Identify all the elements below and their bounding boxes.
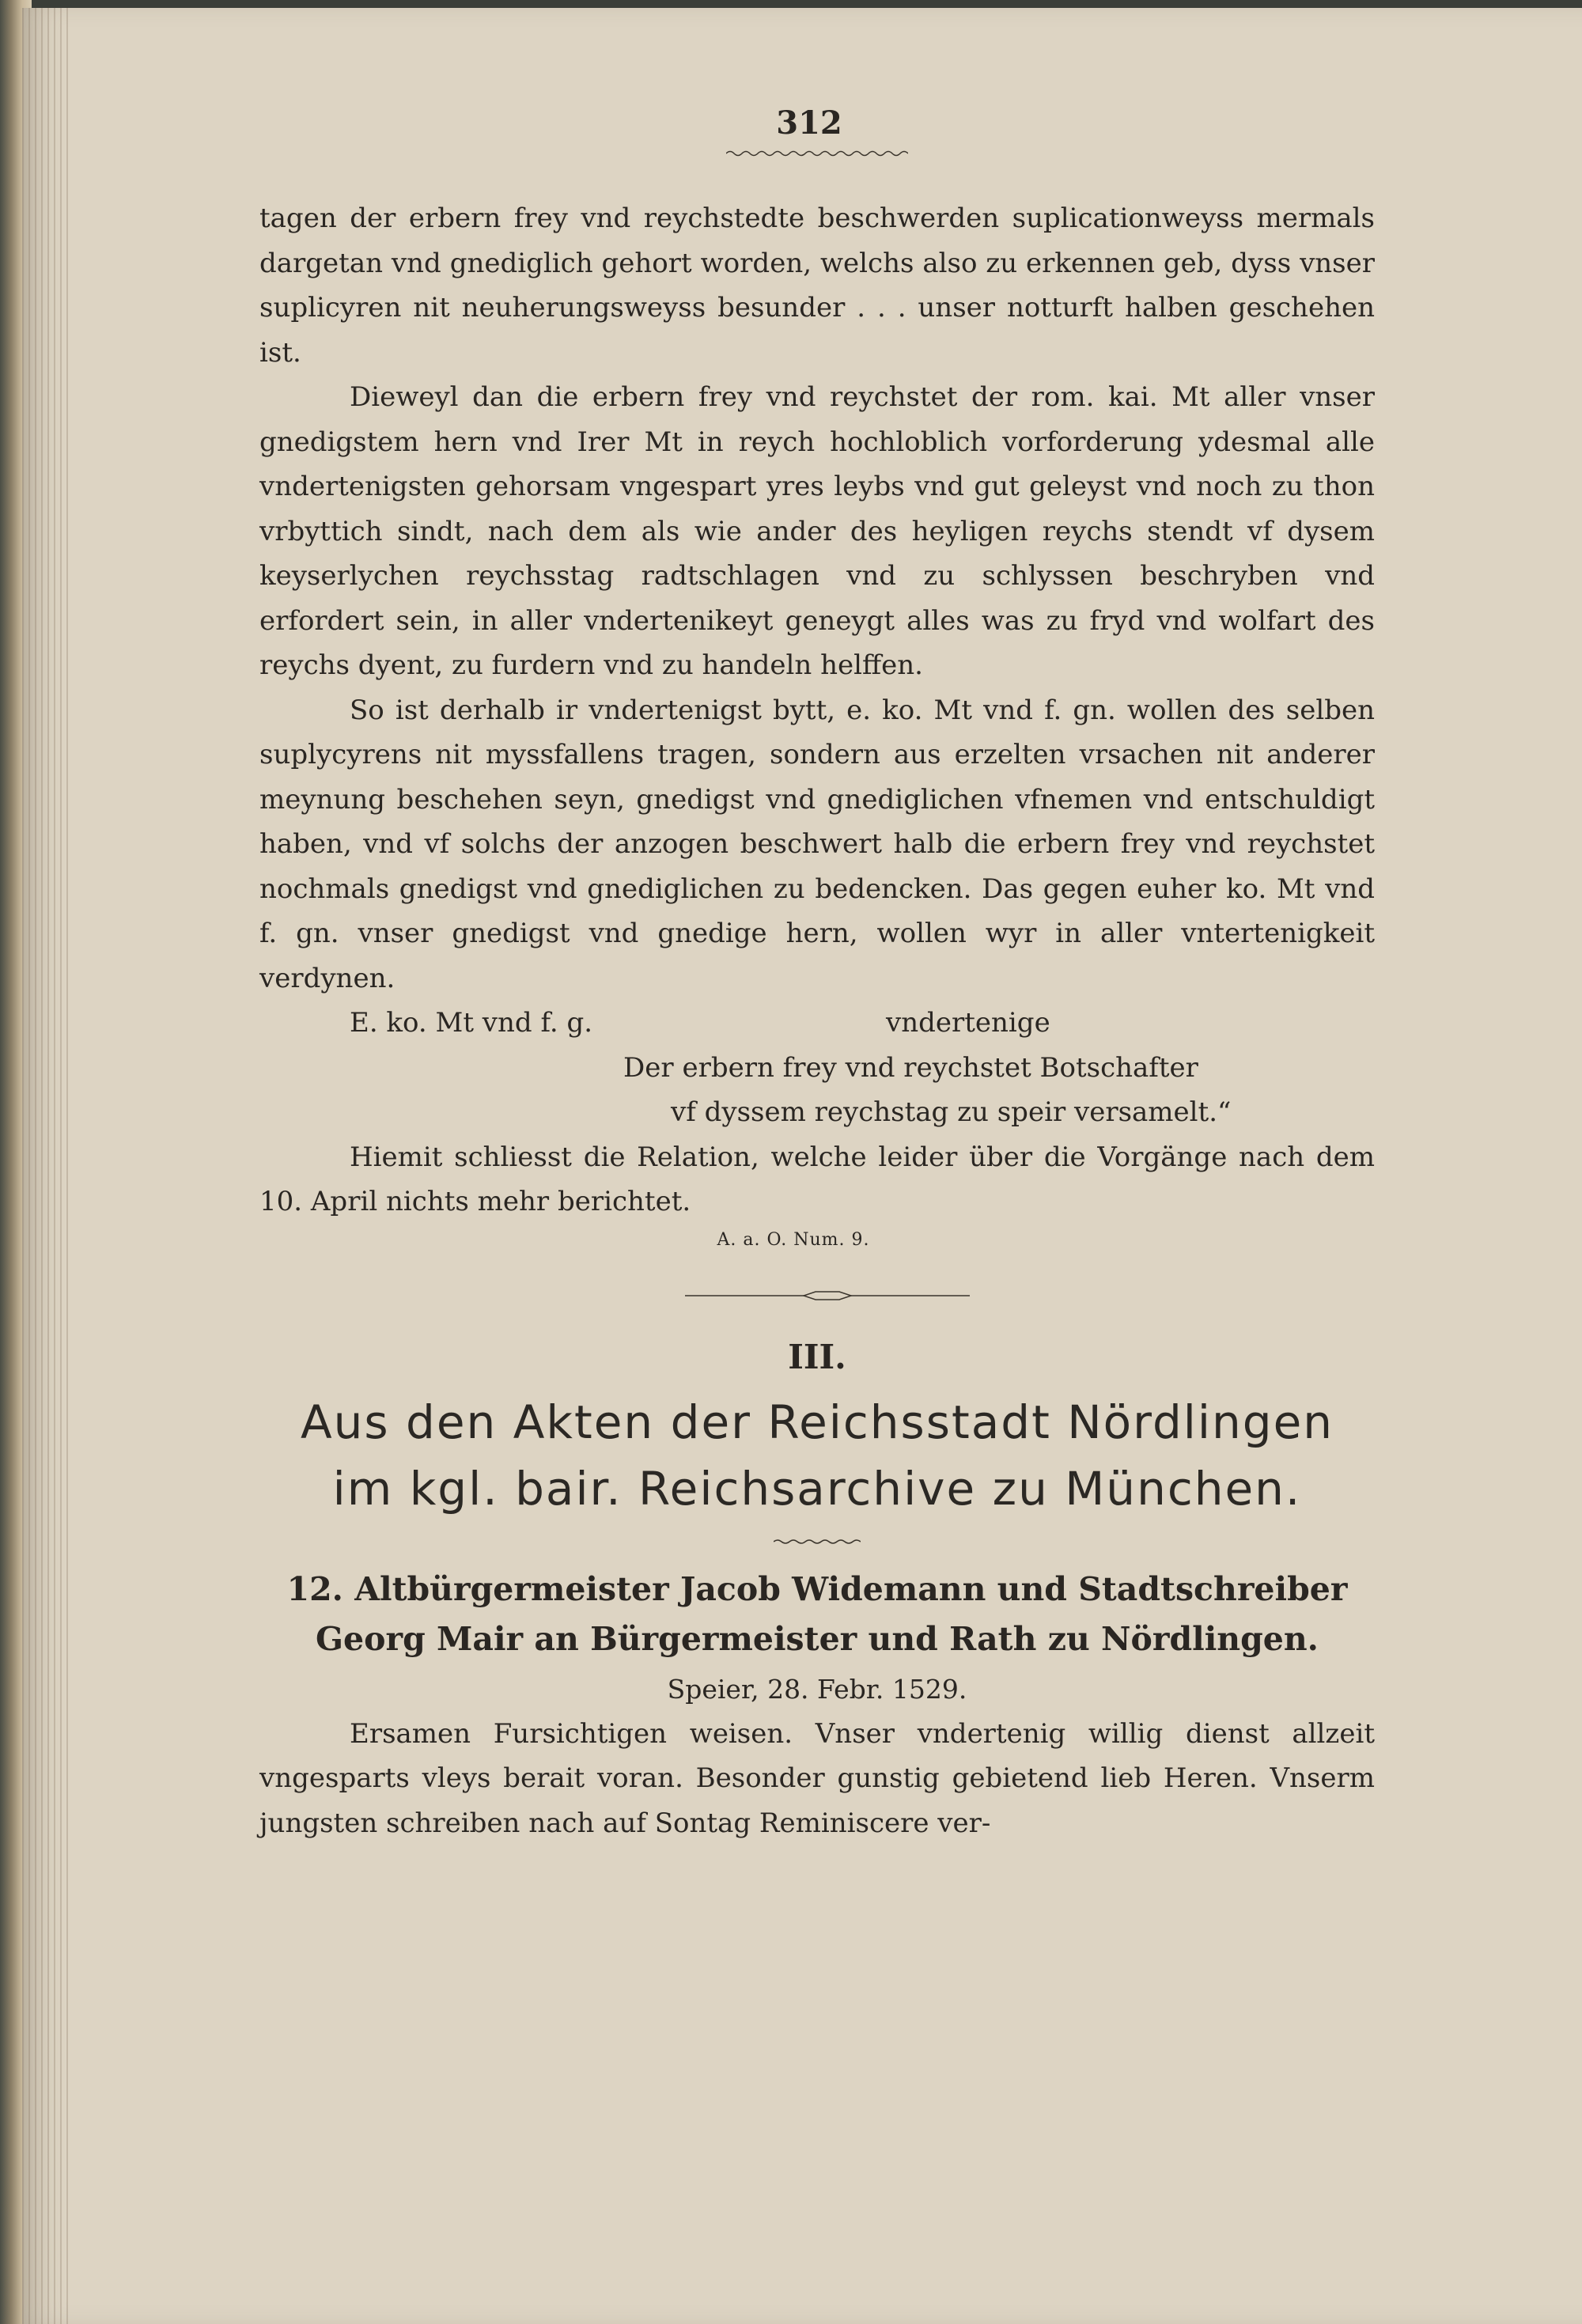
document-heading-text: Altbürgermeister Jacob Widemann und Stadtschreiber Georg Mair an Bürgermeister und Rath zu Nördlingen. xyxy=(316,1569,1348,1658)
signature-line-2: vf dyssem reychstag zu speir versamelt.“ xyxy=(671,1096,1232,1128)
title-ornament xyxy=(774,1538,861,1546)
paragraph-2: Dieweyl dan die erbern frey vnd reychstet der rom. kai. Mt aller vnser gnedigstem hern vnd Irer Mt in reych hochloblich vorforderung ydesmal alle vndertenigsten gehorsam vngespart yres leybs vnd gut geleyst vnd noch zu thon vrbyttich sindt, nach dem als wie ander des heyligen reychs stendt vf dysem keyserlychen reychsstag radtschlagen vnd zu schlyssen beschryben vnd erfordert sein, in aller vndertenikeyt geneygt alles was zu fryd vnd wolfart des reychs dyent, zu furdern vnd zu handeln helffen. xyxy=(259,381,1375,681)
section-divider xyxy=(685,1289,970,1302)
page-number: 312 xyxy=(776,104,842,142)
page-text xyxy=(259,103,1375,1845)
document-heading xyxy=(259,1565,1375,1664)
source-reference: A. a. O. Num. 9. xyxy=(717,1229,870,1250)
document-number: 12. xyxy=(286,1569,343,1608)
closing-address: E. ko. Mt vnd f. g. xyxy=(350,1007,593,1039)
document-body: Ersamen Fursichtigen weisen. Vnser vndertenig willig dienst allzeit vngesparts vleys berait voran. Besonder gunstig gebietend lieb Heren. Vnserm jungsten schreiben nach auf Sontag Reminiscere ver- xyxy=(259,1717,1375,1839)
page-edge xyxy=(22,8,70,2324)
section-title: Aus den Akten der Reichsstadt Nördlingen im kgl. bair. Reichsarchive zu München. xyxy=(300,1395,1334,1516)
conclusion-paragraph: Hiemit schliesst die Relation, welche leider über die Vorgänge nach dem 10. April nichts mehr berichtet. xyxy=(259,1141,1375,1217)
signature-line-1: Der erbern frey vnd reychstet Botschafter xyxy=(623,1051,1198,1084)
paragraph-1: tagen der erbern frey vnd reychstedte beschwerden suplicationweyss mermals dargetan vnd gnediglich gehort worden, welchs also zu erkennen geb, dyss vnser suplicyren nit neuherungsweyss besunder . . . unser notturft halben geschehen ist. xyxy=(259,202,1375,369)
section-number: III. xyxy=(788,1337,846,1376)
paragraph-3: So ist derhalb ir vndertenigst bytt, e. ko. Mt vnd f. gn. wollen des selben suplycyrens nit myssfallens tragen, sondern aus erzelten vrsachen nit anderer meynung beschehen seyn, gnedigst vnd gnediglichen vfnemen vnd entschuldigt haben, vnd vf solchs der anzogen beschwert halb die erbern frey vnd reychstet nochmals gnedigst vnd gnediglichen zu bedencken. Das gegen euher ko. Mt vnd f. gn. vnser gnedigst vnd gnedige hern, wollen wyr in aller vntertenigkeit verdynen. xyxy=(259,694,1375,994)
closing-line xyxy=(259,1001,1375,1046)
page-number-ornament xyxy=(726,149,908,158)
closing-vndertenige: vndertenige xyxy=(886,1007,1050,1039)
document-date: Speier, 28. Febr. 1529. xyxy=(667,1673,967,1705)
